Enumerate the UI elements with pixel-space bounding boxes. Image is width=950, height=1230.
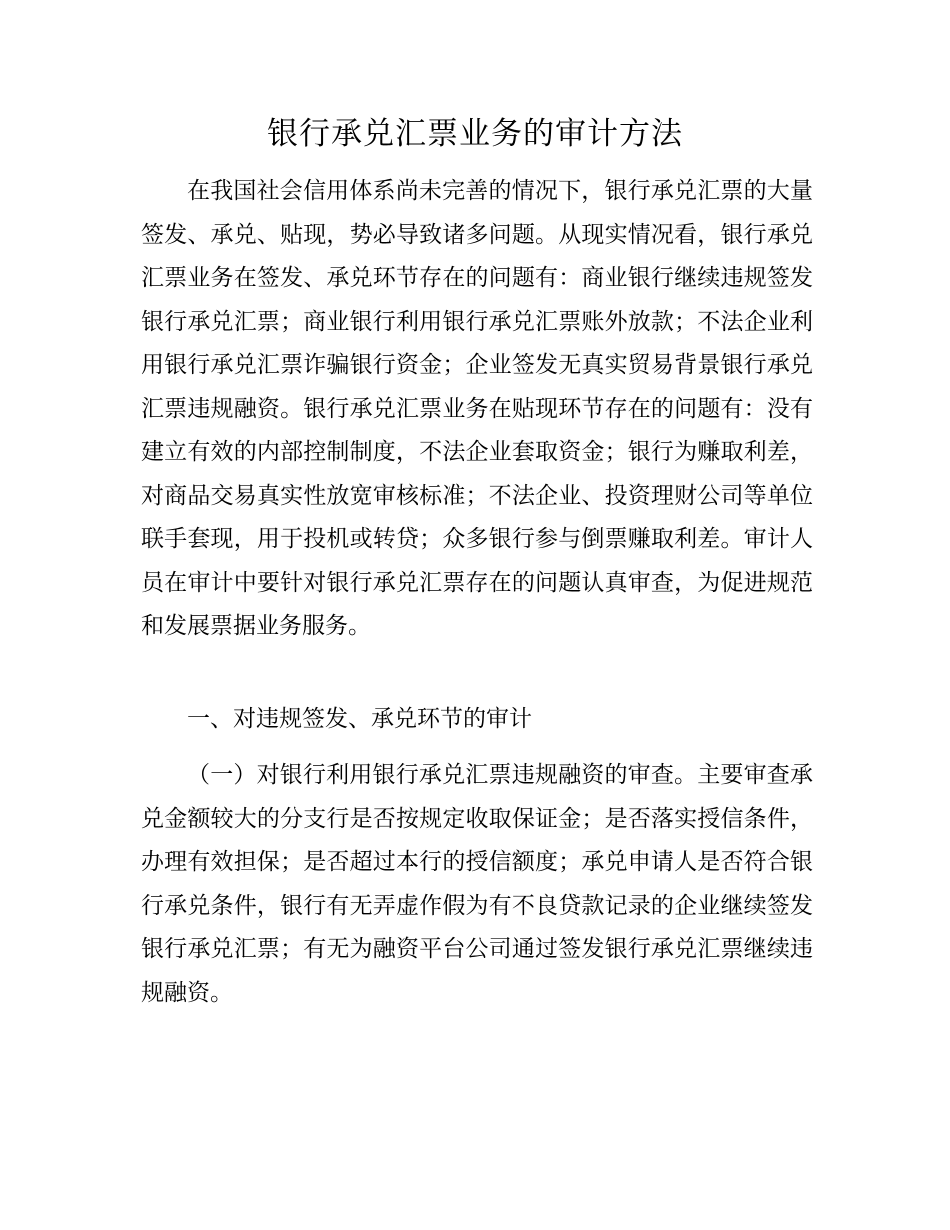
subsection-paragraph: （一）对银行利用银行承兑汇票违规融资的审查。主要审查承兑金额较大的分支行是否按规定收取保证金；是否落实授信条件，办理有效担保；是否超过本行的授信额度；承兑申请人是否符合银行承兑条件，银行有无弄虚作假为有不良贷款记录的企业继续签发银行承兑汇票；有无为融资平台公司通过签发银行承兑汇票继续违规融资。 [141, 762, 813, 1006]
document-title: 银行承兑汇票业务的审计方法 [267, 116, 683, 152]
section-heading: 一、对违规签发、承兑环节的审计 [187, 706, 532, 732]
intro-paragraph: 在我国社会信用体系尚未完善的情况下，银行承兑汇票的大量签发、承兑、贴现，势必导致诸多问题。从现实情况看，银行承兑汇票业务在签发、承兑环节存在的问题有：商业银行继续违规签发银行承兑汇票；商业银行利用银行承兑汇票账外放款；不法企业利用银行承兑汇票诈骗银行资金；企业签发无真实贸易背景银行承兑汇票违规融资。银行承兑汇票业务在贴现环节存在的问题有：没有建立有效的内部控制制度，不法企业套取资金；银行为赚取利差，对商品交易真实性放宽审核标准；不法企业、投资理财公司等单位联手套现，用于投机或转贷；众多银行参与倒票赚取利差。审计人员在审计中要针对银行承兑汇票存在的问题认真审查，为促进规范和发展票据业务服务。 [141, 178, 813, 639]
